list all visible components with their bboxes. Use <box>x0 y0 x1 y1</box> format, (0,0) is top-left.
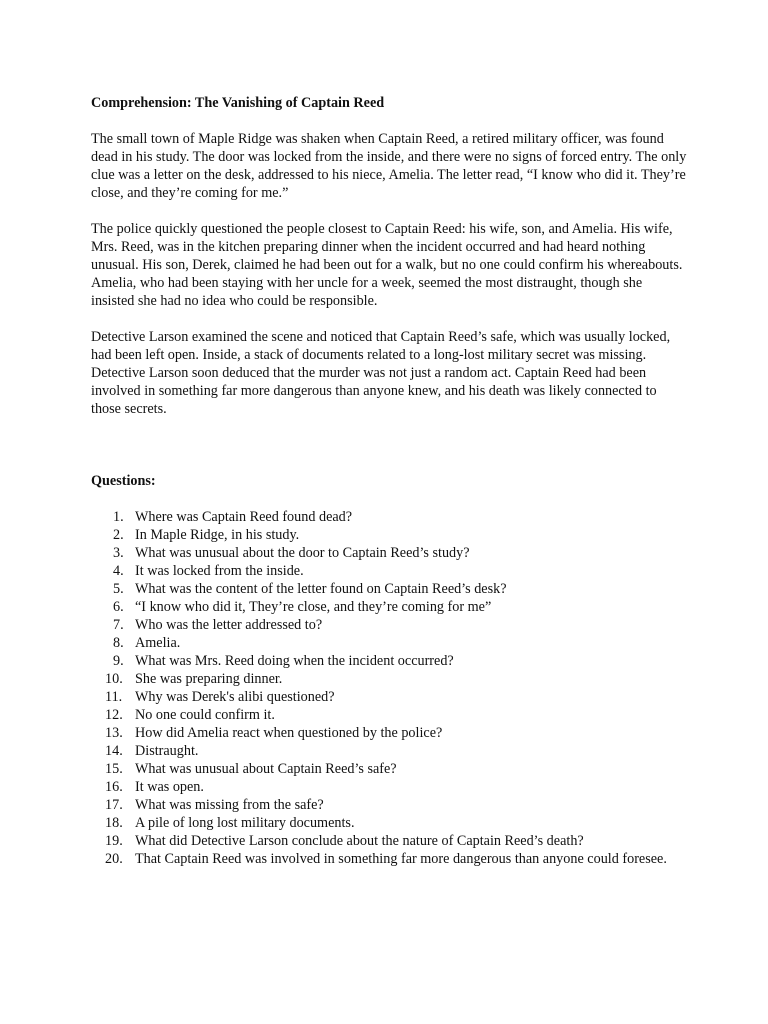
item-number: 13. <box>105 725 123 741</box>
item-number: 12. <box>105 707 123 723</box>
item-text: In Maple Ridge, in his study. <box>135 527 300 543</box>
list-item <box>91 796 688 814</box>
list-item <box>91 850 688 868</box>
list-item <box>91 526 688 544</box>
item-text: Distraught. <box>135 743 199 759</box>
paragraph-1: The small town of Maple Ridge was shaken when Captain Reed, a retired military officer, was found dead in his study. The door was locked from the inside, and there were no signs of forced entry. The only clue was a letter on the desk, addressed to his niece, Amelia. The letter read, “I know who did it. They’re close, and they’re coming for me.” <box>91 131 687 201</box>
list-item <box>91 634 688 652</box>
item-text: It was open. <box>135 779 204 795</box>
item-number: 20. <box>105 851 123 867</box>
list-item <box>91 544 688 562</box>
item-text: What was the content of the letter found on Captain Reed’s desk? <box>135 581 507 597</box>
item-number: 18. <box>105 815 123 831</box>
item-number: 15. <box>105 761 123 777</box>
item-text: How did Amelia react when questioned by the police? <box>135 725 443 741</box>
list-item <box>91 598 688 616</box>
item-text: Where was Captain Reed found dead? <box>135 509 353 525</box>
item-text: What was missing from the safe? <box>135 797 324 813</box>
item-text: She was preparing dinner. <box>135 671 283 687</box>
list-item <box>91 508 688 526</box>
item-text: A pile of long lost military documents. <box>135 815 355 831</box>
list-item <box>91 706 688 724</box>
item-number: 11. <box>105 689 123 705</box>
list-item <box>91 562 688 580</box>
item-number: 4. <box>113 563 124 579</box>
list-item <box>91 688 688 706</box>
list-item <box>91 778 688 796</box>
list-item <box>91 724 688 742</box>
item-number: 6. <box>113 599 124 615</box>
list-item <box>91 616 688 634</box>
questions-heading: Questions: <box>91 473 156 489</box>
list-item <box>91 814 688 832</box>
questions-list <box>91 508 688 868</box>
item-number: 8. <box>113 635 124 651</box>
document-title: Comprehension: The Vanishing of Captain Reed <box>91 95 385 111</box>
item-number: 14. <box>105 743 123 759</box>
item-text: What was unusual about Captain Reed’s safe? <box>135 761 397 777</box>
list-item <box>91 670 688 688</box>
item-number: 7. <box>113 617 124 633</box>
list-item <box>91 760 688 778</box>
item-number: 19. <box>105 833 123 849</box>
item-number: 1. <box>113 509 124 525</box>
item-text: Why was Derek's alibi questioned? <box>135 689 335 705</box>
paragraph-2: The police quickly questioned the people closest to Captain Reed: his wife, son, and Amelia. His wife, Mrs. Reed, was in the kitchen preparing dinner when the incident occurred and had heard nothing unusual. His son, Derek, claimed he had been out for a walk, but no one could confirm his whereabouts. Amelia, who had been staying with her uncle for a week, seemed the most distraught, though she insisted she had no idea who could be responsible. <box>91 221 683 309</box>
item-number: 17. <box>105 797 123 813</box>
item-number: 3. <box>113 545 124 561</box>
item-number: 10. <box>105 671 123 687</box>
item-text: Amelia. <box>135 635 181 651</box>
list-item <box>91 742 688 760</box>
list-item <box>91 580 688 598</box>
item-text: What was unusual about the door to Captain Reed’s study? <box>135 545 470 561</box>
item-text: It was locked from the inside. <box>135 563 304 579</box>
item-text: No one could confirm it. <box>135 707 275 723</box>
item-text: What was Mrs. Reed doing when the incident occurred? <box>135 653 454 669</box>
item-text: That Captain Reed was involved in something far more dangerous than anyone could foresee. <box>135 851 667 867</box>
item-number: 2. <box>113 527 124 543</box>
item-number: 16. <box>105 779 123 795</box>
item-text: Who was the letter addressed to? <box>135 617 323 633</box>
list-item <box>91 832 688 850</box>
item-number: 9. <box>113 653 124 669</box>
item-number: 5. <box>113 581 124 597</box>
item-text: What did Detective Larson conclude about the nature of Captain Reed’s death? <box>135 833 584 849</box>
list-item <box>91 652 688 670</box>
item-text: “I know who did it, They’re close, and they’re coming for me” <box>135 599 492 615</box>
paragraph-3: Detective Larson examined the scene and noticed that Captain Reed’s safe, which was usually locked, had been left open. Inside, a stack of documents related to a long-lost military secret was missing. Detective Larson soon deduced that the murder was not just a random act. Captain Reed had been involved in something far more dangerous than anyone knew, and his death was likely connected to those secrets. <box>91 329 671 417</box>
